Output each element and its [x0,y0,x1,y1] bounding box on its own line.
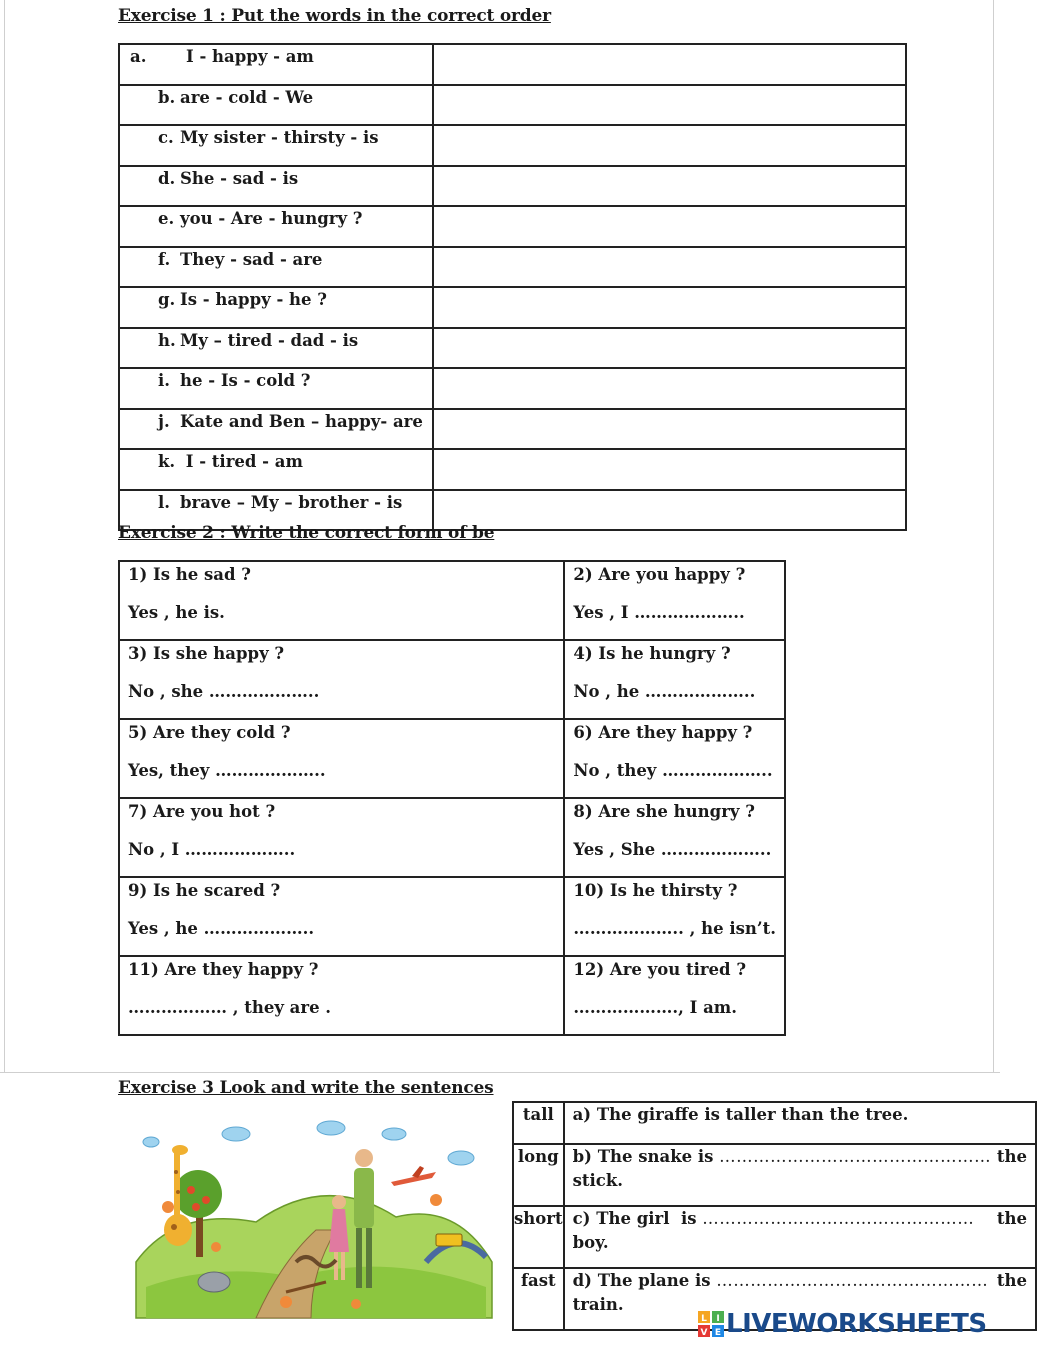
exercise2-row [119,956,785,1035]
exercise2-question: 2) Are you happy ? [573,565,746,584]
exercise1-item-words: My – tired - dad - is [180,330,359,350]
exercise1-prompt-cell [119,125,433,166]
exercise1-item-letter: d. [158,168,176,188]
exercise3-sentence [573,1269,1027,1293]
exercise1-heading: Exercise 1 : Put the words in the correct order [118,6,551,26]
exercise1-row [119,328,906,369]
exercise1-item-letter: b. [158,87,176,107]
exercise3-sentence-cell [564,1206,1036,1268]
exercise1-item-words: I - happy - am [186,47,314,66]
exercise1-item-words: he - Is - cold ? [180,371,311,390]
exercise3-sentence-start: b) The snake is [572,1147,720,1166]
exercise2-question: 6) Are they happy ? [573,723,753,742]
exercise2-row [119,561,785,640]
exercise1-row [119,85,906,126]
exercise1-item-words: you - Are - hungry ? [180,209,363,228]
exercise1-prompt-cell [119,85,433,126]
exercise3-answer-blank[interactable]: ………………………………………… [716,1271,989,1290]
park-illustration [136,1112,492,1318]
exercise1-answer-cell[interactable] [433,368,906,409]
exercise1-item-letter: g. [158,290,176,309]
exercise2-question: 11) Are they happy ? [128,960,319,979]
exercise2-answer[interactable]: ……………….. , he isn’t. [573,919,776,938]
exercise1-answer-cell[interactable] [433,449,906,490]
exercise3-sentence-end: the [991,1271,1028,1290]
exercise2-heading: Exercise 2 : Write the correct form of be [118,523,495,543]
exercise2-cell[interactable] [564,956,785,1035]
liveworksheets-logo-icon [698,1311,724,1337]
exercise1-answer-cell[interactable] [433,490,906,531]
exercise2-question: 5) Are they cold ? [128,723,291,742]
logo-letter-v: V [700,1328,708,1338]
exercise2-row [119,798,785,877]
exercise3-sentence: a) The giraffe is taller than the tree. [572,1105,909,1124]
exercise1-item-letter: l. [158,492,171,512]
exercise1-prompt-cell [119,449,433,490]
exercise1-item-letter: f. [158,249,171,269]
exercise1-table [118,43,907,531]
exercise3-row [513,1144,1036,1206]
exercise2-answer[interactable]: ……………… , they are . [128,998,332,1017]
exercise3-adjective: long [513,1144,564,1206]
exercise2-cell[interactable] [564,877,785,956]
cloud-icon [143,1121,474,1165]
exercise1-row [119,368,906,409]
rock-icon [198,1272,230,1292]
exercise2-cell[interactable] [564,561,785,640]
exercise1-item-letter: i. [158,371,171,390]
exercise2-cell[interactable] [119,719,564,798]
exercise1-row [119,287,906,328]
exercise2-row [119,640,785,719]
exercise1-item-words: brave – My – brother - is [180,492,403,512]
liveworksheets-wordmark: LIVEWORKSHEETS [726,1309,987,1339]
exercise2-question: 10) Is he thirsty ? [573,881,738,900]
exercise3-table [512,1101,1037,1331]
exercise3-answer-blank[interactable]: ………………………………………… [719,1147,992,1166]
logo-letter-e: E [714,1328,722,1338]
exercise1-prompt-cell [119,166,433,207]
exercise2-answer[interactable]: Yes , he is. [128,603,225,622]
exercise3-adjective: fast [513,1268,564,1330]
exercise1-item-letter: e. [158,209,175,228]
exercise2-question: 7) Are you hot ? [128,802,276,821]
exercise1-item-words: are - cold - We [180,87,314,107]
exercise1-item-words: They - sad - are [180,249,323,269]
exercise1-row [119,44,906,85]
exercise2-answer[interactable]: ………………., I am. [573,998,737,1017]
exercise1-prompt-cell [119,328,433,369]
exercise1-prompt-cell [119,409,433,450]
exercise2-answer[interactable]: Yes , he ……………….. [128,919,315,938]
exercise2-cell[interactable] [119,640,564,719]
exercise3-heading: Exercise 3 Look and write the sentences [118,1078,494,1098]
exercise2-cell[interactable] [119,561,564,640]
exercise1-item-letter: c. [158,128,174,147]
exercise2-question: 8) Are she hungry ? [573,802,755,821]
exercise2-answer[interactable]: No , they ……………….. [573,761,773,780]
exercise1-answer-cell[interactable] [433,287,906,328]
exercise2-cell[interactable] [564,719,785,798]
exercise2-table [118,560,786,1036]
exercise2-cell[interactable] [119,877,564,956]
exercise1-answer-cell[interactable] [433,328,906,369]
exercise1-row [119,125,906,166]
exercise1-item-letter: a. [130,47,147,66]
exercise1-item-words: She - sad - is [180,168,299,188]
exercise2-answer[interactable]: Yes, they ……………….. [128,761,326,780]
exercise1-item-words: Is - happy - he ? [180,290,327,309]
exercise3-adjective: tall [513,1102,564,1144]
exercise1-prompt-cell [119,368,433,409]
exercise3-sentence-start: c) The girl is [572,1209,703,1228]
exercise2-answer[interactable]: Yes , She ……………….. [573,840,772,859]
exercise1-row [119,206,906,247]
exercise1-item-words: My sister - thirsty - is [180,128,379,147]
exercise3-sentence-cell [564,1144,1036,1206]
exercise3-adjective: short [513,1206,564,1268]
exercise1-row [119,449,906,490]
exercise1-item-letter: k. [158,452,176,471]
exercise3-sentence-end: the [991,1147,1028,1166]
exercise1-answer-cell[interactable] [433,409,906,450]
exercise1-item-words: I - tired - am [180,452,303,471]
liveworksheets-brand [698,1308,987,1340]
exercise1-answer-cell[interactable] [433,247,906,288]
logo-letter-l: L [701,1314,707,1324]
exercise1-prompt-cell [119,247,433,288]
exercise1-item-letter: h. [158,330,176,350]
exercise2-question: 9) Is he scared ? [128,881,281,900]
exercise1-answer-cell[interactable] [433,125,906,166]
exercise1-row [119,409,906,450]
exercise2-row [119,719,785,798]
page-edge-right [993,0,994,1072]
exercise2-answer[interactable]: Yes , I ……………….. [573,603,745,622]
exercise1-prompt-cell [119,44,433,85]
exercise3-sentence-tail: stick. [572,1171,624,1190]
exercise2-answer[interactable]: No , she ……………….. [128,682,320,701]
exercise1-answer-cell[interactable] [433,206,906,247]
exercise3-sentence-cell [564,1102,1036,1144]
exercise2-cell[interactable] [564,640,785,719]
exercise3-answer-blank[interactable]: ………………………………………… [702,1209,975,1228]
exercise1-row [119,247,906,288]
exercise2-cell[interactable] [564,798,785,877]
exercise3-sentence [573,1207,1027,1231]
exercise1-answer-cell[interactable] [433,44,906,85]
logo-letter-i: I [716,1314,720,1324]
exercise1-prompt-cell [119,206,433,247]
exercise2-question: 12) Are you tired ? [573,960,746,979]
exercise1-row [119,166,906,207]
exercise2-cell[interactable] [119,798,564,877]
exercise3-sentence-tail: train. [572,1295,624,1314]
page-divider [0,1072,1000,1073]
exercise3-row [513,1102,1036,1144]
exercise2-answer[interactable]: No , I ……………….. [128,840,296,859]
page-edge-left [4,0,5,1072]
exercise2-answer[interactable]: No , he ……………….. [573,682,756,701]
exercise2-question: 4) Is he hungry ? [573,644,731,663]
exercise3-sentence-end: the [991,1209,1028,1228]
exercise3-row [513,1206,1036,1268]
exercise2-question: 3) Is she happy ? [128,644,285,663]
exercise1-item-words: Kate and Ben – happy- are [180,411,423,431]
plane-icon [391,1166,436,1186]
exercise1-item-letter: j. [158,411,170,431]
exercise1-answer-cell[interactable] [433,85,906,126]
exercise3-sentence-start: d) The plane is [572,1271,717,1290]
exercise1-prompt-cell [119,287,433,328]
exercise1-answer-cell[interactable] [433,166,906,207]
exercise2-row [119,877,785,956]
exercise2-cell[interactable] [119,956,564,1035]
exercise2-question: 1) Is he sad ? [128,565,251,584]
exercise3-sentence [573,1145,1027,1169]
exercise3-sentence-tail: boy. [572,1233,609,1252]
